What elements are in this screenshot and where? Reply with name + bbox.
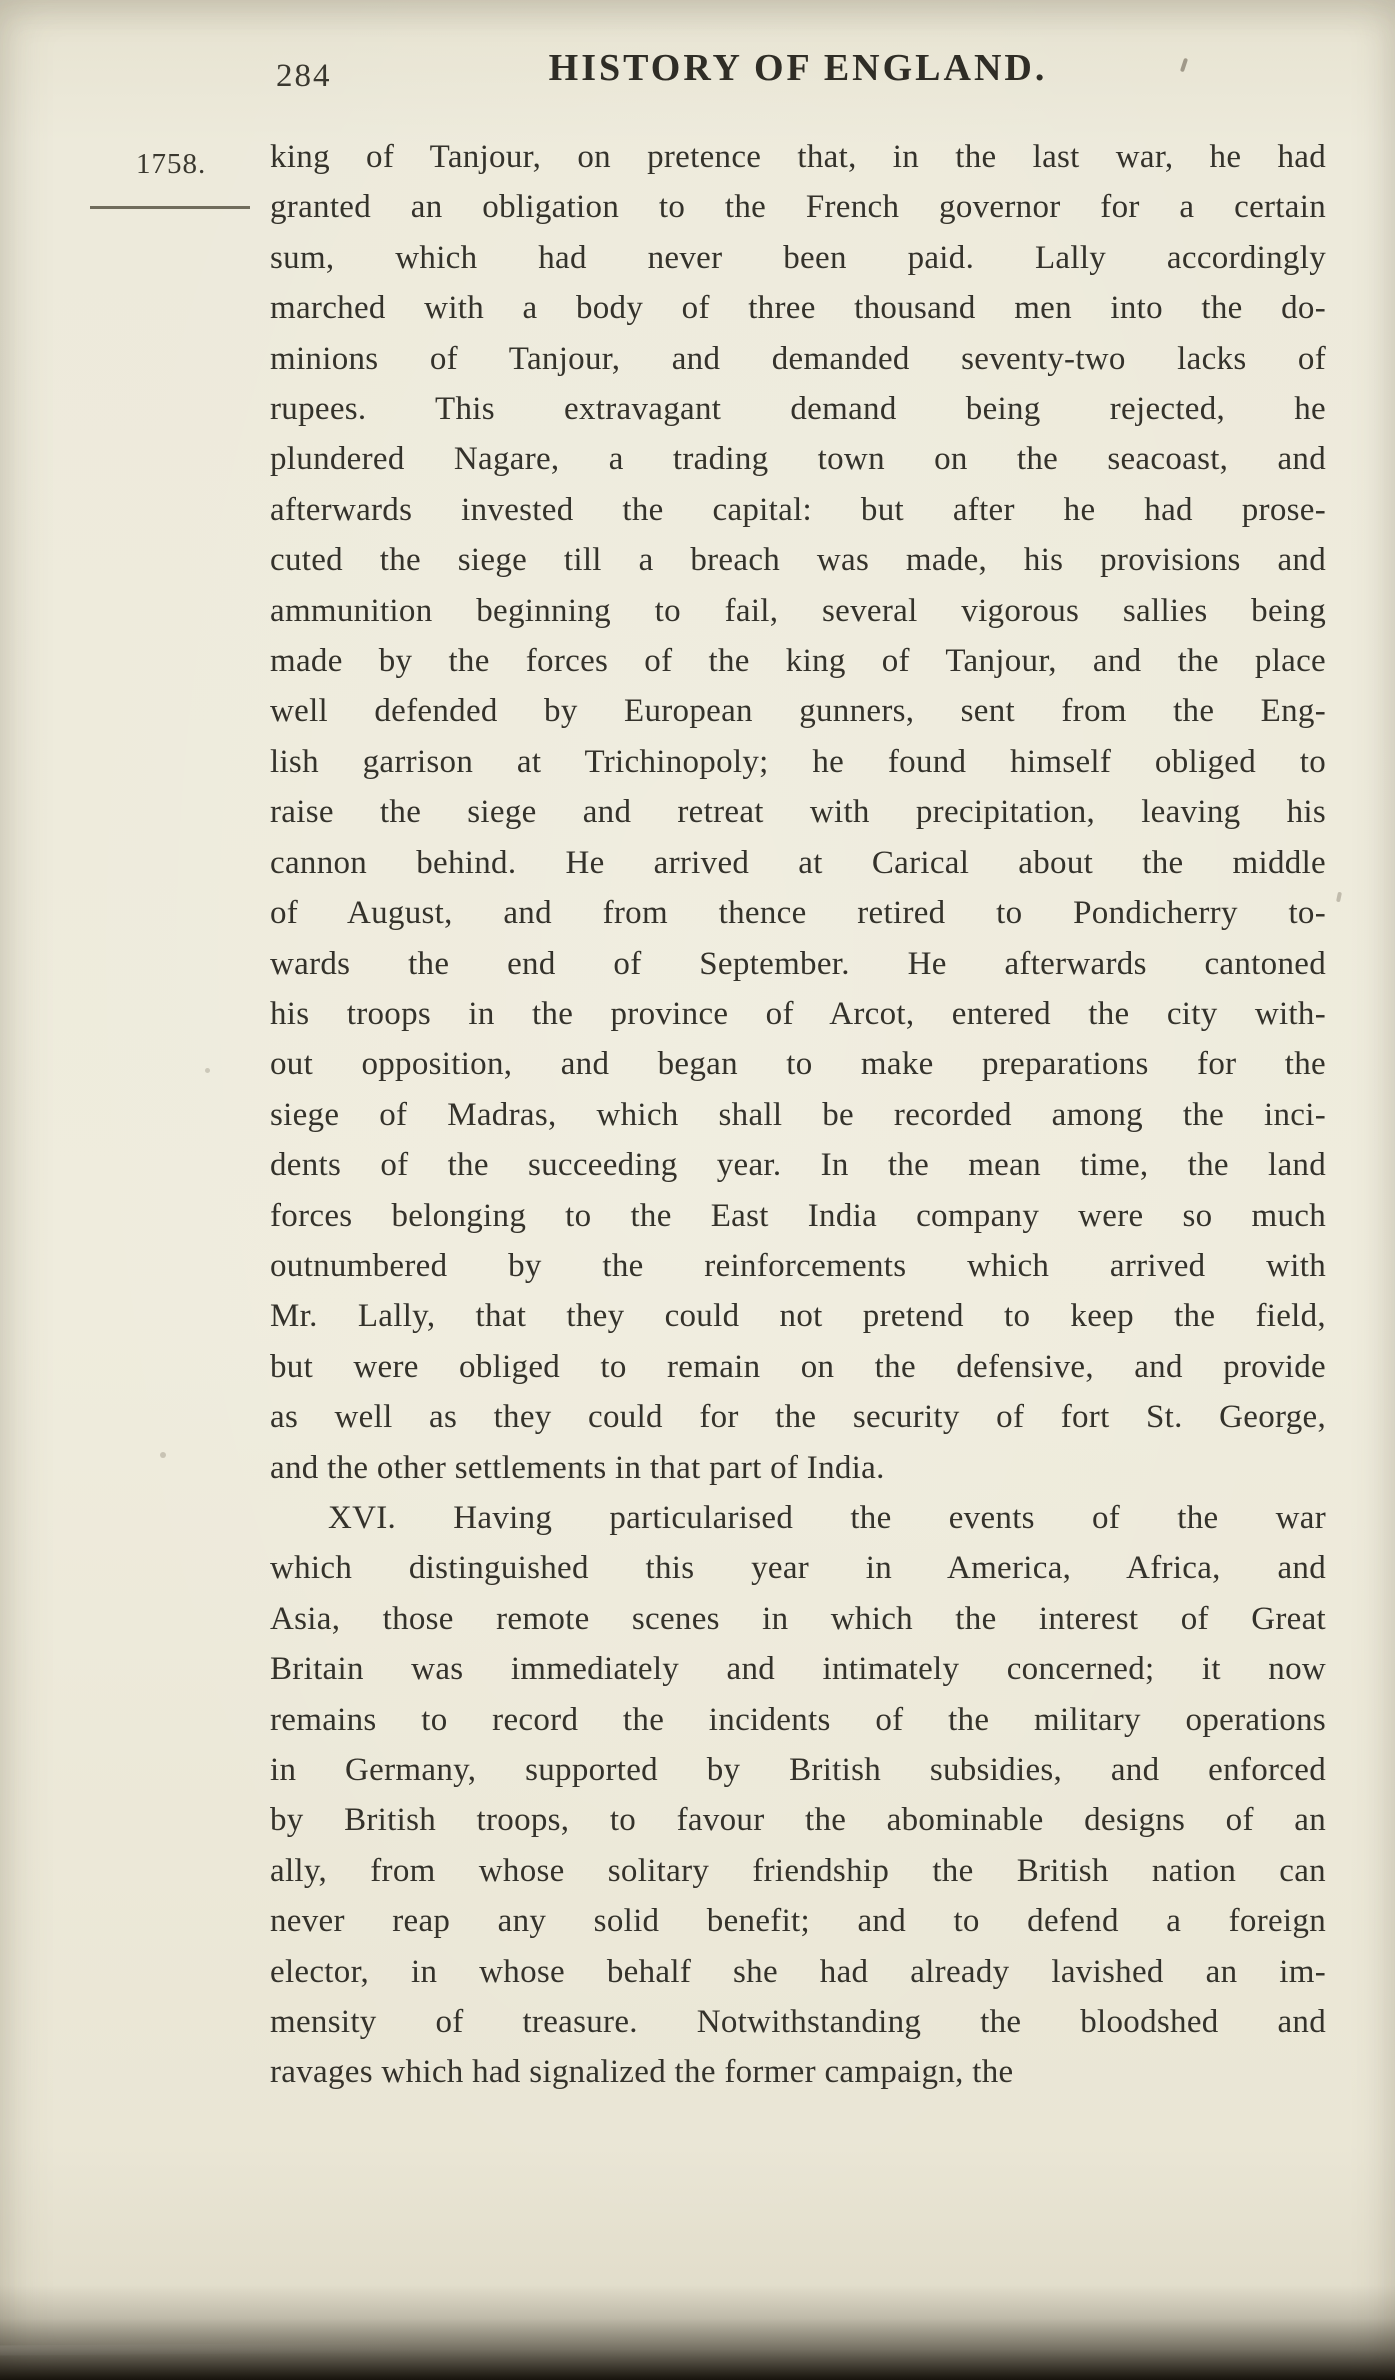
running-title: HISTORY OF ENGLAND. (548, 47, 1048, 89)
text-line: wards the end of September. He afterwards cantoned (270, 945, 1326, 982)
ink-speck (1336, 892, 1342, 903)
text-line: marched with a body of three thousand men into the do- (270, 290, 1326, 327)
text-line: Britain was immediately and intimately concerned; it now (270, 1651, 1326, 1688)
text-line: dents of the succeeding year. In the mean time, the land (270, 1147, 1326, 1184)
text-line: siege of Madras, which shall be recorded among the inci- (270, 1096, 1326, 1133)
page-bottom-shadow (0, 2285, 1395, 2380)
text-line: plundered Nagare, a trading town on the seacoast, and (270, 441, 1326, 478)
body-text (270, 132, 1326, 2098)
text-line: which distinguished this year in America, Africa, and (270, 1550, 1326, 1587)
text-line: ravages which had signalized the former campaign, the (270, 2054, 1014, 2091)
text-line: well defended by European gunners, sent from the Eng- (270, 693, 1326, 730)
page-number: 284 (276, 58, 332, 94)
text-line: Asia, those remote scenes in which the interest of Great (270, 1600, 1326, 1637)
text-line: never reap any solid benefit; and to defend a foreign (270, 1903, 1326, 1940)
text-line: XVI. Having particularised the events of the war (328, 1499, 1326, 1536)
text-line: king of Tanjour, on pretence that, in the last war, he had (270, 139, 1326, 175)
text-line: cuted the siege till a breach was made, his provisions and (270, 542, 1326, 579)
text-line: ammunition beginning to fail, several vigorous sallies being (270, 592, 1326, 629)
text-line: his troops in the province of Arcot, entered the city with- (270, 995, 1326, 1032)
text-line: cannon behind. He arrived at Carical about the middle (270, 844, 1326, 881)
text-line: rupees. This extravagant demand being rejected, he (270, 391, 1326, 428)
text-line: ally, from whose solitary friendship the British nation can (270, 1852, 1326, 1889)
text-line: but were obliged to remain on the defensive, and provide (270, 1348, 1326, 1385)
text-line: of August, and from thence retired to Pondicherry to- (270, 895, 1326, 932)
text-line: lish garrison at Trichinopoly; he found himself obliged to (270, 743, 1326, 780)
margin-rule (90, 206, 250, 209)
page-header (270, 46, 1326, 106)
text-line: by British troops, to favour the abominable designs of an (270, 1802, 1326, 1839)
ink-speck (160, 1452, 166, 1458)
text-line: as well as they could for the security of fort St. George, (270, 1399, 1326, 1436)
text-line: granted an obligation to the French governor for a certain (270, 189, 1326, 226)
text-line: outnumbered by the reinforcements which arrived with (270, 1247, 1326, 1284)
text-line: mensity of treasure. Notwithstanding the bloodshed and (270, 2004, 1326, 2041)
margin-year-note: 1758. (136, 148, 207, 180)
text-line: out opposition, and began to make preparations for the (270, 1046, 1326, 1083)
text-line: afterwards invested the capital: but after he had prose- (270, 491, 1326, 528)
text-line: sum, which had never been paid. Lally accordingly (270, 239, 1326, 276)
text-line: Mr. Lally, that they could not pretend to keep the field, (270, 1298, 1326, 1335)
ink-speck (205, 1068, 210, 1073)
text-line: raise the siege and retreat with precipitation, leaving his (270, 794, 1326, 831)
text-line: forces belonging to the East India company were so much (270, 1197, 1326, 1234)
text-line: remains to record the incidents of the military operations (270, 1701, 1326, 1738)
text-line: and the other settlements in that part of India. (270, 1449, 885, 1486)
text-line: in Germany, supported by British subsidies, and enforced (270, 1752, 1326, 1788)
text-line: made by the forces of the king of Tanjour, and the place (270, 643, 1326, 680)
text-line: minions of Tanjour, and demanded seventy-two lacks of (270, 340, 1326, 377)
text-line: elector, in whose behalf she had already lavished an im- (270, 1953, 1326, 1990)
